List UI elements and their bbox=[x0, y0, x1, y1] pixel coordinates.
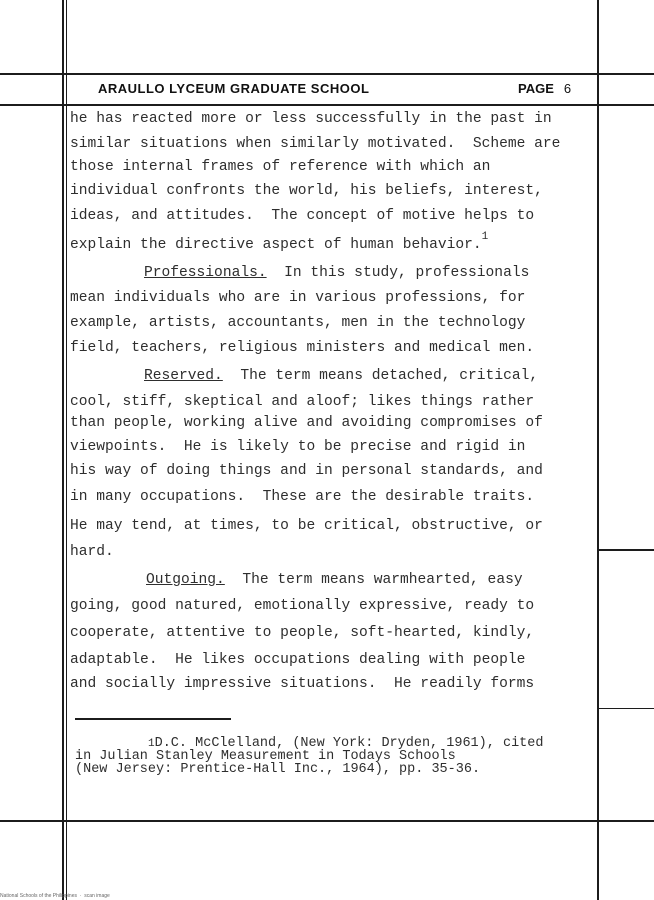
body-line: cool, stiff, skeptical and aloof; likes things rather bbox=[70, 394, 535, 410]
body-line: in many occupations. These are the desirable traits. bbox=[70, 489, 535, 505]
body-line: mean individuals who are in various professions, for bbox=[70, 290, 526, 306]
body-line: adaptable. He likes occupations dealing with people bbox=[70, 652, 526, 668]
term-heading-professionals: Professionals. bbox=[144, 265, 267, 281]
page-header-page bbox=[518, 81, 571, 96]
body-line: individual confronts the world, his beliefs, interest, bbox=[70, 183, 543, 199]
body-line: ideas, and attitudes. The concept of motive helps to bbox=[70, 208, 535, 224]
body-line bbox=[70, 231, 489, 255]
body-line: going, good natured, emotionally expressive, ready to bbox=[70, 598, 535, 614]
footnote-line: 1D.C. McClelland, (New York: Dryden, 1961), cited bbox=[148, 736, 544, 751]
body-line: Reserved. The term means detached, critical, bbox=[144, 368, 539, 384]
footnote-line: in Julian Stanley Measurement in Todays Schools bbox=[75, 749, 456, 764]
body-line: he has reacted more or less successfully in the past in bbox=[70, 111, 552, 127]
footnote-marker: 1 bbox=[148, 738, 155, 750]
body-line: those internal frames of reference with which an bbox=[70, 159, 491, 175]
body-line: and socially impressive situations. He readily forms bbox=[70, 676, 535, 692]
page-label: PAGE bbox=[518, 81, 554, 96]
body-line: than people, working alive and avoiding compromises of bbox=[70, 415, 543, 431]
top-rule bbox=[0, 73, 654, 75]
right-tick-rule-2 bbox=[598, 708, 654, 709]
body-line: viewpoints. He is likely to be precise and rigid in bbox=[70, 439, 526, 455]
term-heading-reserved: Reserved. bbox=[144, 368, 223, 384]
right-margin-rule bbox=[597, 0, 599, 900]
header-underline bbox=[0, 104, 654, 106]
page-number: 6 bbox=[563, 81, 572, 96]
left-margin-rule bbox=[62, 0, 64, 900]
term-heading-outgoing: Outgoing. bbox=[146, 572, 225, 588]
body-line: example, artists, accountants, men in the technology bbox=[70, 315, 526, 331]
body-line: Outgoing. The term means warmhearted, easy bbox=[146, 572, 523, 588]
right-tick-rule-1 bbox=[598, 549, 654, 551]
body-line: his way of doing things and in personal standards, and bbox=[70, 463, 543, 479]
body-line: hard. bbox=[70, 544, 114, 560]
bottom-rule bbox=[0, 820, 654, 822]
body-line-text: explain the directive aspect of human behavior. bbox=[70, 237, 482, 253]
footnote-line: (New Jersey: Prentice-Hall Inc., 1964), pp. 35-36. bbox=[75, 762, 481, 777]
body-line: Professionals. In this study, professionals bbox=[144, 265, 530, 281]
page-header-title: ARAULLO LYCEUM GRADUATE SCHOOL bbox=[98, 81, 370, 96]
body-line: He may tend, at times, to be critical, obstructive, or bbox=[70, 518, 543, 534]
body-line: similar situations when similarly motivated. Scheme are bbox=[70, 136, 561, 152]
body-line: field, teachers, religious ministers and medical men. bbox=[70, 340, 535, 356]
body-line: cooperate, attentive to people, soft-hearted, kindly, bbox=[70, 625, 535, 641]
footnote-separator bbox=[75, 718, 231, 720]
footnote-reference: 1 bbox=[481, 231, 489, 243]
scan-footer: National Schools of the Philippines · scan image bbox=[0, 893, 110, 899]
left-margin-rule-2 bbox=[66, 0, 67, 900]
